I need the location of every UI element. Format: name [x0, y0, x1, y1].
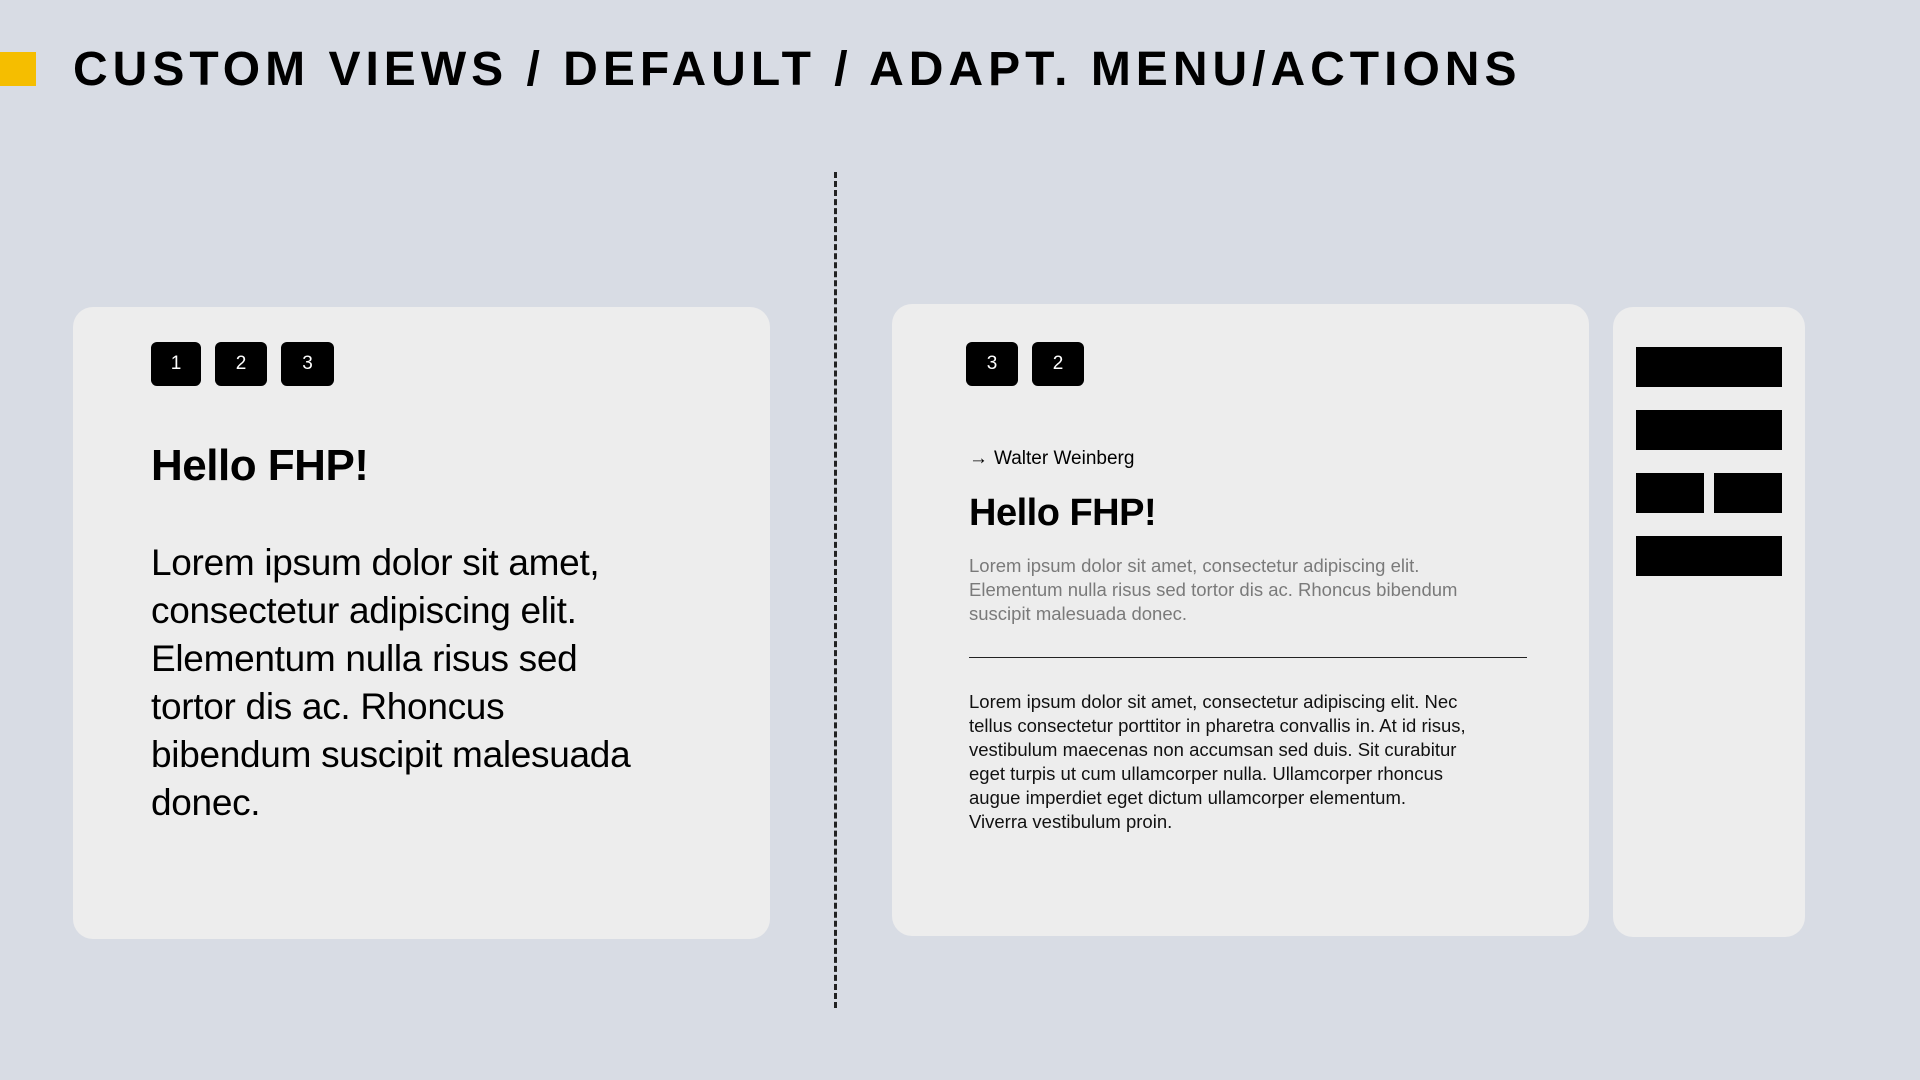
action-block-2[interactable]: [1636, 410, 1782, 450]
adapted-view-tabs: [966, 342, 1084, 386]
action-block-1[interactable]: [1636, 347, 1782, 387]
tab-2[interactable]: 2: [1032, 342, 1084, 386]
adapted-view-card: [892, 304, 1589, 936]
adapted-view-body: Lorem ipsum dolor sit amet, consectetur adipiscing elit. Nec tellus consectetur porttitor in pharetra convallis in. At id risus, vestibulum maecenas non accumsan sed duis. Sit curabitur eget turpis ut cum ullamcorper nulla. Ullamcorper rhoncus augue imperdiet eget dictum ullamcorper elementum. Viverra vestibulum proin.: [969, 691, 1466, 832]
action-block-3a[interactable]: [1636, 473, 1704, 513]
author-link[interactable]: [969, 448, 1134, 470]
default-view-tabs: [151, 342, 334, 386]
adapted-view-summary: Lorem ipsum dolor sit amet, consectetur adipiscing elit. Elementum nulla risus sed tortor dis ac. Rhoncus bibendum suscipit malesuada donec.: [969, 555, 1458, 624]
page-title: CUSTOM VIEWS / DEFAULT / ADAPT. MENU/ACTIONS: [73, 43, 1522, 96]
default-view-heading: Hello FHP!: [151, 441, 369, 490]
arrow-right-icon: →: [969, 448, 988, 469]
tab-3[interactable]: 3: [966, 342, 1018, 386]
accent-square: [0, 52, 36, 86]
action-block-3b[interactable]: [1714, 473, 1782, 513]
default-view-body: Lorem ipsum dolor sit amet, consectetur adipiscing elit. Elementum nulla risus sed tortor dis ac. Rhoncus bibendum suscipit malesuada donec.: [151, 542, 631, 823]
author-name: Walter Weinberg: [994, 448, 1135, 469]
actions-menu-card: [1613, 307, 1805, 937]
default-view-card: [73, 307, 770, 939]
tab-2[interactable]: 2: [215, 342, 267, 386]
action-block-4[interactable]: [1636, 536, 1782, 576]
tab-1[interactable]: 1: [151, 342, 201, 386]
horizontal-rule: [969, 657, 1527, 658]
dashed-divider: [834, 172, 837, 1008]
adapted-view-heading: Hello FHP!: [969, 492, 1157, 534]
tab-3[interactable]: 3: [281, 342, 334, 386]
